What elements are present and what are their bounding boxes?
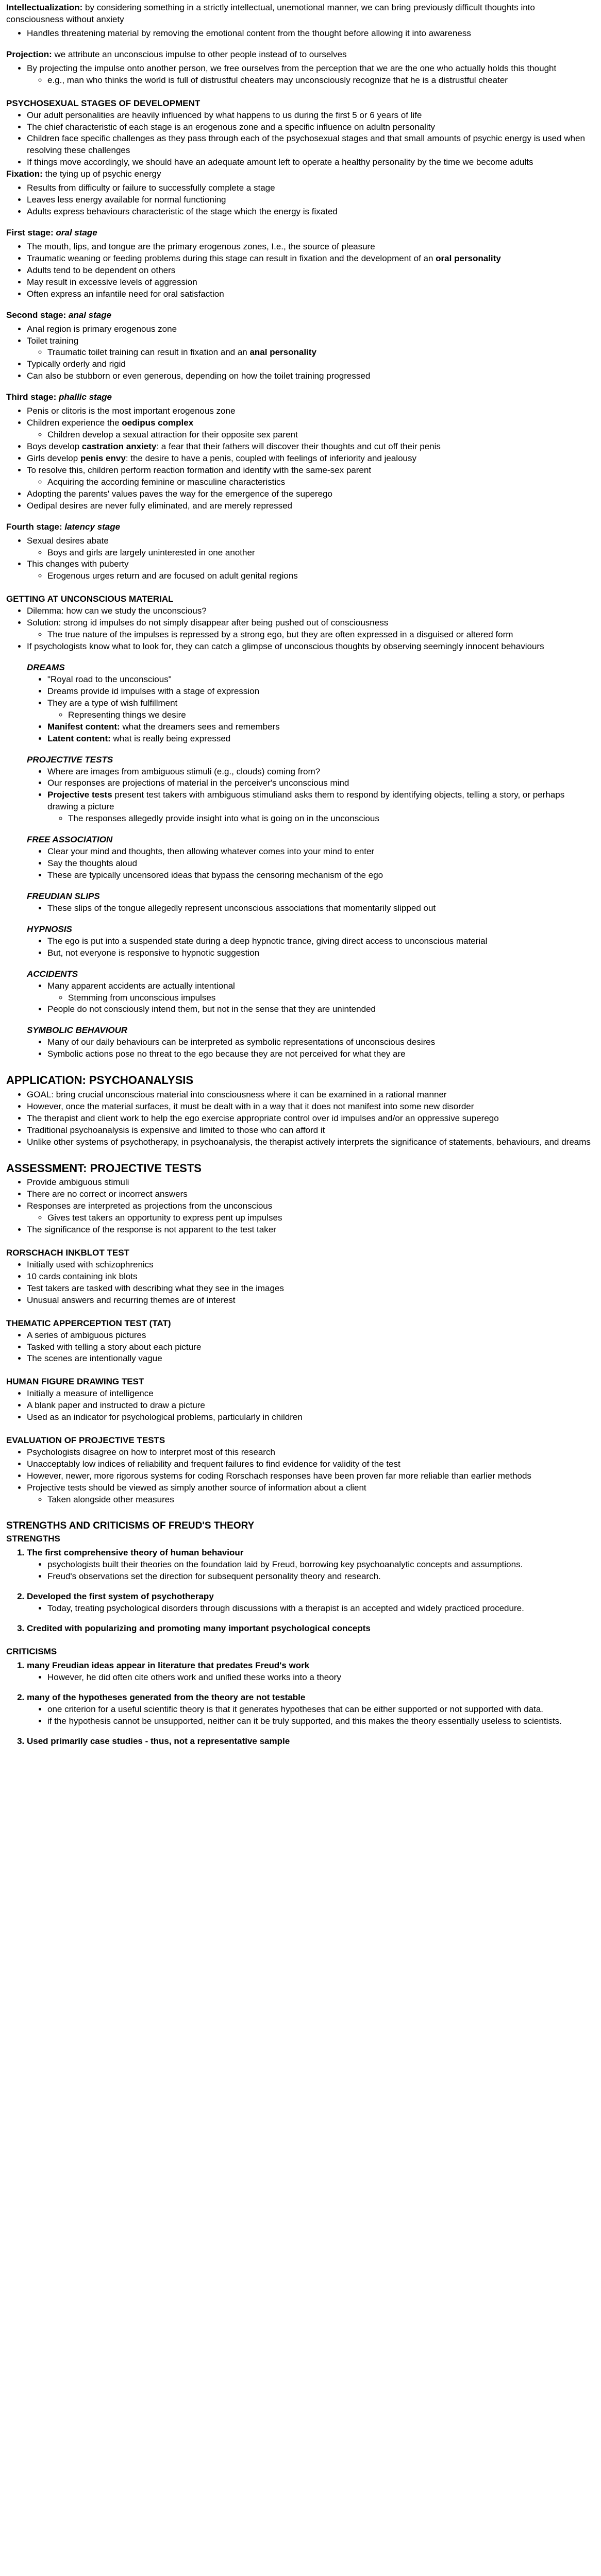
list-item: • Clear your mind and thoughts, then allowing whatever comes into your mind to enter — [47, 846, 595, 858]
list-item: • Results from difficulty or failure to successfully complete a stage — [27, 182, 595, 194]
list-item: • Can also be stubborn or even generous, depending on how the toilet training progressed — [27, 370, 595, 382]
list-item: • Say the thoughts aloud — [47, 858, 595, 870]
list-item: • But, not everyone is responsive to hypnotic suggestion — [47, 947, 595, 959]
list-item: • Symbolic actions pose no threat to the ego because they are not perceived for what they are — [47, 1048, 595, 1060]
psychosexual-list — [6, 110, 595, 169]
projection-section — [6, 49, 595, 87]
dreams-list — [6, 674, 595, 745]
symbolic-behaviour-heading: SYMBOLIC BEHAVIOUR — [27, 1025, 128, 1036]
list-item: ◦ The true nature of the impulses is repressed by a strong ego, but they are often expressed in a disguised or altered form — [47, 629, 595, 641]
symbolic-behaviour-list — [6, 1037, 595, 1060]
list-item: ◦ Boys and girls are largely uninterested in one another — [47, 547, 595, 559]
application-list — [6, 1089, 595, 1148]
latency-stage-list — [6, 535, 595, 583]
freudian-slips-list — [6, 903, 595, 914]
list-item: • Initially used with schizophrenics — [27, 1259, 595, 1271]
list-item: ◦ The responses allegedly provide insight into what is going on in the unconscious — [68, 813, 595, 825]
list-item: ◦ e.g., man who thinks the world is full of distrustful cheaters may unconsciously recognize that he is a distrustful cheater — [47, 75, 595, 87]
list-item: • Unlike other systems of psychotherapy, in psychoanalysis, the therapist actively interprets the significance of statements, behaviours, and dreams — [27, 1137, 595, 1148]
projection-definition: Projection: we attribute an unconscious impulse to other people instead of to ourselves — [6, 49, 347, 59]
fixation-definition: Fixation: the tying up of psychic energy — [6, 169, 161, 179]
list-item: • If things move accordingly, we should have an adequate amount left to operate a healthy personality by the time we become adults — [27, 157, 595, 168]
list-item: • They are a type of wish fulfillment ◦ Representing things we desire — [47, 698, 595, 721]
unconscious-heading: GETTING AT UNCONSCIOUS MATERIAL — [6, 594, 174, 604]
list-item: • Manifest content: what the dreamers sees and remembers — [47, 721, 595, 733]
list-item: • Adults express behaviours characteristic of the stage which the energy is fixated — [27, 206, 595, 218]
list-item: • Oedipal desires are never fully eliminated, and are merely repressed — [27, 500, 595, 512]
intellectualization-section — [6, 2, 595, 40]
list-item: • If psychologists know what to look for, they can catch a glimpse of unconscious thoughts by observing seemingly innocent behaviours — [27, 641, 595, 653]
list-item: 2. many of the hypotheses generated from the theory are not testable • one criterion for a useful scientific theory is that it generates hypotheses that can be either supported or not supported with data. • if the hypothesis cannot be unsupported, neither can it be truly supported, and this makes the theory essentially useless to scientists. — [27, 1692, 595, 1734]
hypnosis-heading: HYPNOSIS — [27, 924, 72, 934]
list-item: • Toilet training ◦ Traumatic toilet training can result in fixation and an anal personality — [27, 335, 595, 359]
assessment-heading: ASSESSMENT: PROJECTIVE TESTS — [6, 1161, 202, 1175]
rorschach-heading: RORSCHACH INKBLOT TEST — [6, 1247, 129, 1258]
list-item: • These slips of the tongue allegedly represent unconscious associations that momentarily slipped out — [47, 903, 595, 914]
list-item: • Our adult personalities are heavily influenced by what happens to us during the first 5 or 6 years of life — [27, 110, 595, 122]
list-item: ◦ Acquiring the according feminine or masculine characteristics — [47, 477, 595, 488]
list-item: • However, newer, more rigorous systems for coding Rorschach responses have been proven far more reliable than earlier methods — [27, 1470, 595, 1482]
list-item: 2. Developed the first system of psychotherapy • Today, treating psychological disorders through discussions with a therapist is an accepted and widely practiced procedure. — [27, 1591, 595, 1621]
phallic-stage-list — [6, 405, 595, 512]
phallic-stage-section — [6, 392, 595, 512]
criticisms-heading: CRITICISMS — [6, 1646, 57, 1656]
list-item: • There are no correct or incorrect answers — [27, 1189, 595, 1200]
list-item: • if the hypothesis cannot be unsupported, neither can it be truly supported, and this makes the theory essentially useless to scientists. — [47, 1716, 595, 1727]
list-item: 3. Used primarily case studies - thus, not a representative sample — [27, 1736, 595, 1748]
list-item: • Dreams provide id impulses with a stage of expression — [47, 686, 595, 698]
list-item: ◦ Erogenous urges return and are focused on adult genital regions — [47, 570, 595, 582]
list-item: • A series of ambiguous pictures — [27, 1330, 595, 1342]
free-association-heading: FREE ASSOCIATION — [27, 835, 113, 845]
list-item: • Tasked with telling a story about each picture — [27, 1342, 595, 1353]
list-item: • Psychologists disagree on how to interpret most of this research — [27, 1447, 595, 1459]
list-item: ◦ Taken alongside other measures — [47, 1494, 595, 1506]
list-item: • Sexual desires abate ◦ Boys and girls are largely uninterested in one another — [27, 535, 595, 559]
list-item: • Our responses are projections of material in the perceiver's unconscious mind — [47, 777, 595, 789]
projective-tests-list — [6, 766, 595, 825]
list-item: • 10 cards containing ink blots — [27, 1271, 595, 1283]
freudian-slips-heading: FREUDIAN SLIPS — [27, 891, 100, 901]
list-item: • Where are images from ambiguous stimuli (e.g., clouds) coming from? — [47, 766, 595, 778]
list-item: • Solution: strong id impulses do not simply disappear after being pushed out of consciousness ◦ The true nature of the impulses is repressed by a strong ego, but they are often expressed in a disguised or altered form — [27, 617, 595, 641]
list-item: • By projecting the impulse onto another person, we free ourselves from the perception that we are the one who actually holds this thought ◦ e.g., man who thinks the world is full of distrustful cheaters may unconsciously recognize that he is a distrustful cheater — [27, 63, 595, 87]
list-item: • The ego is put into a suspended state during a deep hypnotic trance, giving direct access to unconscious material — [47, 936, 595, 947]
hypnosis-list — [6, 936, 595, 959]
projection-list — [6, 63, 595, 87]
psychosexual-heading: PSYCHOSEXUAL STAGES OF DEVELOPMENT — [6, 98, 201, 108]
latency-stage-section — [6, 521, 595, 583]
list-item: • Latent content: what is really being expressed — [47, 733, 595, 745]
list-item: • The therapist and client work to help the ego exercise appropriate control over id impulses and/or an oppressive superego — [27, 1113, 595, 1125]
list-item: • Often express an infantile need for oral satisfaction — [27, 289, 595, 300]
anal-stage-list — [6, 324, 595, 383]
list-item: • Handles threatening material by removing the emotional content from the thought before allowing it into awareness — [27, 28, 595, 40]
list-item: • The scenes are intentionally vague — [27, 1353, 595, 1365]
oral-stage-heading: First stage: oral stage — [6, 228, 97, 238]
anal-stage-heading: Second stage: anal stage — [6, 310, 112, 320]
rorschach-list — [6, 1259, 595, 1307]
list-item: • The chief characteristic of each stage is an erogenous zone and a specific influence on adultn personality — [27, 122, 595, 133]
assessment-list — [6, 1177, 595, 1236]
list-item: • The mouth, lips, and tongue are the primary erogenous zones, I.e., the source of pleasure — [27, 241, 595, 253]
anal-stage-section — [6, 310, 595, 383]
list-item: • one criterion for a useful scientific theory is that it generates hypotheses that can be either supported or not supported with data. — [47, 1704, 595, 1716]
list-item: • Test takers are tasked with describing what they see in the images — [27, 1283, 595, 1295]
list-item: • However, he did often cite others work and unified these works into a theory — [47, 1672, 595, 1684]
list-item: ◦ Children develop a sexual attraction for their opposite sex parent — [47, 429, 595, 441]
list-item: • Boys develop castration anxiety: a fear that their fathers will discover their thoughts and cut off their penis — [27, 441, 595, 453]
list-item: • A blank paper and instructed to draw a picture — [27, 1400, 595, 1412]
list-item: • Girls develop penis envy: the desire to have a penis, coupled with feelings of inferiority and jealousy — [27, 453, 595, 465]
list-item: • To resolve this, children perform reaction formation and identify with the same-sex parent ◦ Acquiring the according feminine or masculine characteristics — [27, 465, 595, 488]
list-item: • These are typically uncensored ideas that bypass the censoring mechanism of the ego — [47, 870, 595, 882]
human-figure-list — [6, 1388, 595, 1423]
list-item: • GOAL: bring crucial unconscious material into consciousness where it can be examined in a rational manner — [27, 1089, 595, 1101]
list-item: • Provide ambiguous stimuli — [27, 1177, 595, 1189]
list-item: • Traumatic weaning or feeding problems during this stage can result in fixation and the development of an oral personality — [27, 253, 595, 265]
projective-tests-heading: PROJECTIVE TESTS — [27, 754, 113, 765]
list-item: • Today, treating psychological disorders through discussions with a therapist is an accepted and widely practiced procedure. — [47, 1603, 595, 1615]
oral-stage-list — [6, 241, 595, 300]
evaluation-heading: EVALUATION OF PROJECTIVE TESTS — [6, 1435, 165, 1446]
list-item: • Children face specific challenges as they pass through each of the psychosexual stages and that small amounts of psychic energy is used when resolving these challenges — [27, 133, 595, 157]
unconscious-list — [6, 605, 595, 653]
application-heading: APPLICATION: PSYCHOANALYSIS — [6, 1074, 194, 1087]
list-item: • Adults tend to be dependent on others — [27, 265, 595, 277]
list-item: 3. Credited with popularizing and promoting many important psychological concepts — [27, 1623, 595, 1635]
free-association-list — [6, 846, 595, 882]
list-item: • Children experience the oedipus complex ◦ Children develop a sexual attraction for their opposite sex parent — [27, 417, 595, 441]
list-item: • Leaves less energy available for normal functioning — [27, 194, 595, 206]
list-item: • Initially a measure of intelligence — [27, 1388, 595, 1400]
accidents-heading: ACCIDENTS — [27, 969, 78, 979]
strengths-list — [6, 1547, 595, 1635]
list-item: ◦ Gives test takers an opportunity to express pent up impulses — [47, 1212, 595, 1224]
list-item: • psychologists built their theories on the foundation laid by Freud, borrowing key psychoanalytic concepts and assumptions. — [47, 1559, 595, 1571]
intellectualization-list — [6, 28, 595, 40]
accidents-list — [6, 980, 595, 1016]
list-item: • May result in excessive levels of aggression — [27, 277, 595, 289]
list-item: • However, once the material surfaces, it must be dealt with in a way that it does not manifest into some new disorder — [27, 1101, 595, 1113]
list-item: • Anal region is primary erogenous zone — [27, 324, 595, 335]
strengths-criticisms-heading: STRENGTHS AND CRITICISMS OF FREUD'S THEORY — [6, 1520, 255, 1531]
list-item: • Many of our daily behaviours can be interpreted as symbolic representations of unconscious desires — [47, 1037, 595, 1048]
criticisms-list — [6, 1660, 595, 1748]
list-item: • This changes with puberty ◦ Erogenous urges return and are focused on adult genital regions — [27, 558, 595, 582]
list-item: • Unacceptably low indices of reliability and frequent failures to find evidence for validity of the test — [27, 1459, 595, 1470]
dreams-heading: DREAMS — [27, 663, 65, 672]
list-item: • Projective tests should be viewed as simply another source of information about a client ◦ Taken alongside other measures — [27, 1482, 595, 1506]
oral-stage-section — [6, 227, 595, 300]
list-item: • People do not consciously intend them, but not in the sense that they are unintended — [47, 1004, 595, 1015]
intellectualization-definition: Intellectualization: by considering something in a strictly intellectual, unemotional manner, we can bring previously difficult thoughts into consciousness without anxiety — [6, 3, 535, 24]
list-item: • Unusual answers and recurring themes are of interest — [27, 1295, 595, 1307]
fixation-list — [6, 182, 595, 218]
list-item: ◦ Stemming from unconscious impulses — [68, 992, 595, 1004]
phallic-stage-heading: Third stage: phallic stage — [6, 392, 112, 402]
list-item: • Used as an indicator for psychological problems, particularly in children — [27, 1412, 595, 1423]
list-item: • "Royal road to the unconscious" — [47, 674, 595, 686]
tat-list — [6, 1330, 595, 1365]
strengths-subheading: STRENGTHS — [6, 1534, 60, 1544]
list-item: • Adopting the parents' values paves the way for the emergence of the superego — [27, 488, 595, 500]
list-item: • Typically orderly and rigid — [27, 359, 595, 370]
list-item: • Projective tests present test takers with ambiguous stimuliand asks them to respond by identifying objects, telling a story, or perhaps drawing a picture ◦ The responses allegedly provide insight into what is going on in the unconscious — [47, 789, 595, 825]
list-item: ◦ Traumatic toilet training can result in fixation and an anal personality — [47, 347, 595, 359]
list-item: • Traditional psychoanalysis is expensive and limited to those who can afford it — [27, 1125, 595, 1137]
list-item: ◦ Representing things we desire — [68, 709, 595, 721]
list-item: • Freud's observations set the direction for subsequent personality theory and research. — [47, 1571, 595, 1583]
human-figure-heading: HUMAN FIGURE DRAWING TEST — [6, 1377, 144, 1387]
latency-stage-heading: Fourth stage: latency stage — [6, 521, 121, 532]
list-item: • Responses are interpreted as projections from the unconscious ◦ Gives test takers an opportunity to express pent up impulses — [27, 1200, 595, 1224]
evaluation-list — [6, 1447, 595, 1506]
list-item: • The significance of the response is not apparent to the test taker — [27, 1224, 595, 1236]
list-item: 1. many Freudian ideas appear in literature that predates Freud's work • However, he did often cite others work and unified these works into a theory — [27, 1660, 595, 1690]
list-item: • Dilemma: how can we study the unconscious? — [27, 605, 595, 617]
list-item: • Many apparent accidents are actually intentional ◦ Stemming from unconscious impulses — [47, 980, 595, 1004]
tat-heading: THEMATIC APPERCEPTION TEST (TAT) — [6, 1318, 171, 1328]
list-item: • Penis or clitoris is the most important erogenous zone — [27, 405, 595, 417]
list-item: 1. The first comprehensive theory of human behaviour • psychologists built their theories on the foundation laid by Freud, borrowing key psychoanalytic concepts and assumptions. • Freud's observations set the direction for subsequent personality theory and research. — [27, 1547, 595, 1589]
